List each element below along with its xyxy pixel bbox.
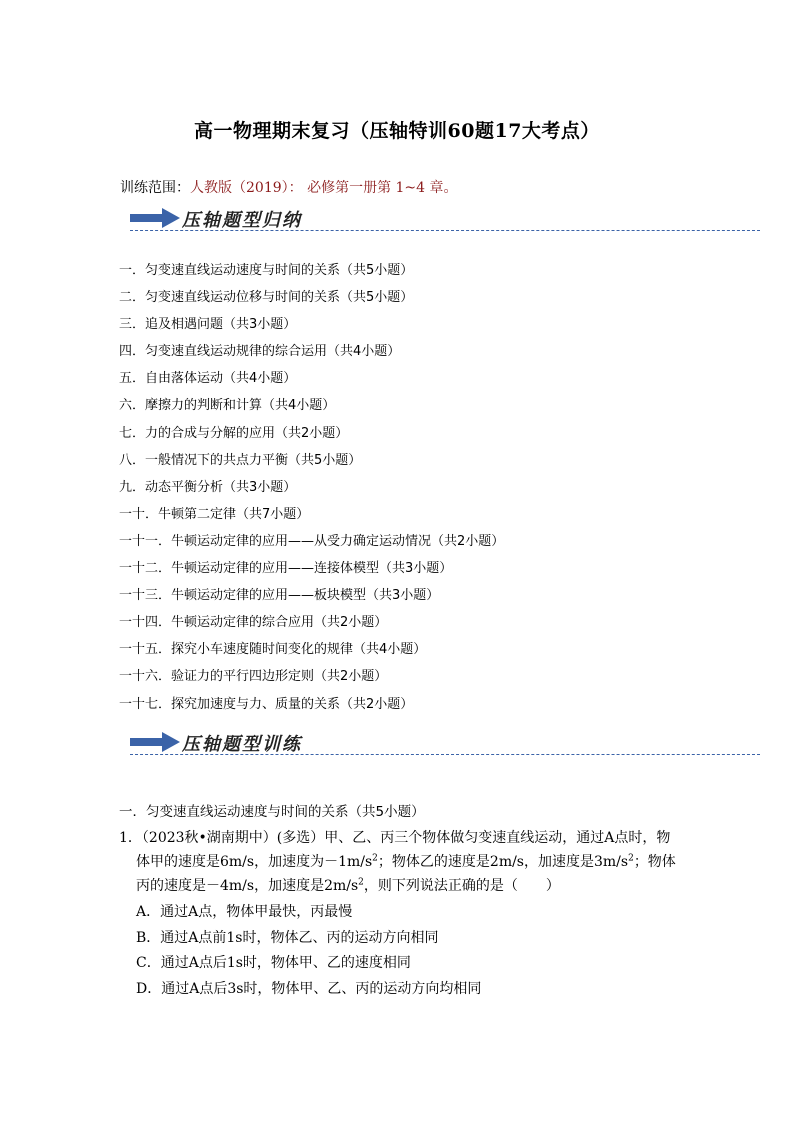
list-item: 一十五．探究小车速度随时间变化的规律（共4小题）	[119, 642, 427, 658]
dashed-divider	[130, 230, 760, 231]
question-stem	[119, 826, 679, 898]
option-b: B．通过A点前1s时，物体乙、丙的运动方向相同	[136, 929, 439, 946]
list-item: 一十三．牛顿运动定律的应用——板块模型（共3小题）	[119, 588, 440, 604]
stem-text: ，则下列说法正确的是（ ）	[363, 878, 560, 894]
superscript: 2	[358, 877, 364, 888]
stem-text: ；物体丙的速度是－4m/s，加速度是2m/s	[136, 854, 676, 894]
document-title: 高一物理期末复习（压轴特训60题17大考点）	[194, 120, 600, 142]
list-item: 八．一般情况下的共点力平衡（共5小题）	[119, 452, 362, 468]
training-range	[120, 177, 458, 197]
list-item: 一十七．探究加速度与力、质量的关系（共2小题）	[119, 696, 414, 712]
list-item: 一．匀变速直线运动速度与时间的关系（共5小题）	[119, 263, 414, 278]
topic-list	[119, 262, 504, 723]
summary-banner	[130, 203, 770, 233]
summary-banner-text: 压轴题型归纳	[182, 210, 302, 231]
list-item: 一十一．牛顿运动定律的应用——从受力确定运动情况（共2小题）	[119, 533, 505, 549]
list-item: 一十四．牛顿运动定律的综合应用（共2小题）	[119, 615, 388, 631]
training-range-value: 人教版（2019）： 必修第一册第 1~4 章。	[190, 180, 458, 196]
stem-text: 1．（2023秋•湖南期中）(多选）甲、乙、丙三个物体做匀变速直线运动，通过A点时，物体甲的速度是6m/s，加速度为－1m/s	[119, 830, 671, 870]
option-d: D．通过A点后3s时，物体甲、乙、丙的运动方向均相同	[136, 980, 482, 997]
list-item: 三．追及相遇问题（共3小题）	[119, 317, 297, 333]
option-a: A．通过A点，物体甲最快，丙最慢	[136, 904, 353, 920]
list-item: 一十二．牛顿运动定律的应用——连接体模型（共3小题）	[119, 561, 453, 577]
stem-text: ；物体乙的速度是2m/s，加速度是3m/s	[377, 854, 629, 870]
training-range-label: 训练范围：	[120, 180, 190, 196]
list-item: 一十．牛顿第二定律（共7小题）	[119, 506, 310, 522]
superscript: 2	[372, 853, 378, 864]
question-1	[119, 826, 679, 1002]
list-item: 九．动态平衡分析（共3小题）	[119, 479, 297, 495]
section-heading: 一．匀变速直线运动速度与时间的关系（共5小题）	[119, 804, 425, 820]
option-c: C．通过A点后1s时，物体甲、乙的速度相同	[136, 955, 411, 971]
dashed-divider	[130, 754, 760, 755]
list-item: 四．匀变速直线运动规律的综合运用（共4小题）	[119, 344, 401, 360]
list-item: 五．自由落体运动（共4小题）	[119, 371, 297, 387]
list-item: 七．力的合成与分解的应用（共2小题）	[119, 425, 349, 441]
superscript: 2	[628, 853, 634, 864]
answer-options	[119, 900, 679, 1002]
training-banner	[130, 727, 770, 757]
arrow-right-icon	[130, 208, 180, 228]
list-item: 六．摩擦力的判断和计算（共4小题）	[119, 398, 336, 414]
arrow-right-icon	[130, 732, 180, 752]
list-item: 一十六．验证力的平行四边形定则（共2小题）	[119, 669, 388, 685]
list-item: 二．匀变速直线运动位移与时间的关系（共5小题）	[119, 290, 414, 306]
training-banner-text: 压轴题型训练	[182, 734, 302, 755]
